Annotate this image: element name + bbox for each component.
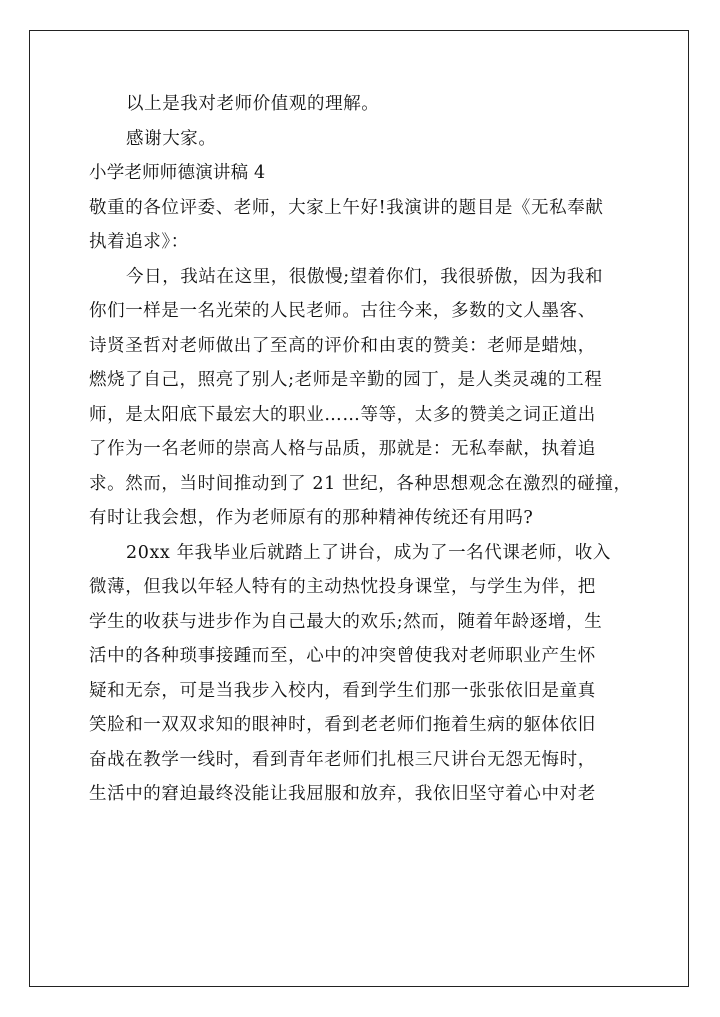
text-line: 感谢大家。 xyxy=(126,128,217,149)
document-body xyxy=(89,87,634,812)
text-line: 师，是太阳底下最宏大的职业……等等，太多的赞美之词正道出 xyxy=(89,404,596,425)
text-line: 生活中的窘迫最终没能让我屈服和放弃，我依旧坚守着心中对老 xyxy=(89,784,596,804)
section-heading xyxy=(89,156,634,191)
paragraph-greeting xyxy=(89,191,634,260)
paragraph-closing-2 xyxy=(89,122,634,157)
text-line: 以上是我对老师价值观的理解。 xyxy=(126,94,380,114)
text-line: 有时让我会想，作为老师原有的那种精神传统还有用吗? xyxy=(89,508,534,528)
text-line: 活中的各种琐事接踵而至，心中的冲突曾使我对老师职业产生怀 xyxy=(89,646,596,666)
paragraph-body-1 xyxy=(89,260,634,536)
text-line: 疑和无奈，可是当我步入校内，看到学生们那一张张依旧是童真 xyxy=(89,680,596,701)
text-line: 诗贤圣哲对老师做出了至高的评价和由衷的赞美：老师是蜡烛， xyxy=(89,335,596,356)
text-line: 了作为一名老师的崇高人格与品质，那就是：无私奉献，执着追 xyxy=(89,439,596,459)
text-line: 燃烧了自己，照亮了别人;老师是辛勤的园丁，是人类灵魂的工程 xyxy=(89,370,603,390)
text-line: 敬重的各位评委、老师，大家上午好!我演讲的题目是《无私奉献 xyxy=(89,197,604,218)
text-line: 20xx 年我毕业后就踏上了讲台，成为了一名代课老师，收入 xyxy=(126,542,611,563)
text-line: 奋战在教学一线时，看到青年老师们扎根三尺讲台无怨无悔时， xyxy=(89,749,596,770)
text-line: 执着追求》： xyxy=(89,232,189,252)
text-line: 今日，我站在这里，很傲慢;望着你们，我很骄傲，因为我和 xyxy=(126,266,604,287)
text-line: 笑脸和一双双求知的眼神时，看到老老师们拖着生病的躯体依旧 xyxy=(89,715,596,735)
text-line: 你们一样是一名光荣的人民老师。古往今来，多数的文人墨客、 xyxy=(89,301,596,321)
paragraph-closing-1 xyxy=(89,87,634,122)
text-line: 微薄，但我以年轻人特有的主动热忱投身课堂，与学生为伴，把 xyxy=(89,577,596,597)
paragraph-body-2 xyxy=(89,536,634,812)
text-line: 学生的收获与进步作为自己最大的欢乐;然而，随着年龄逐增，生 xyxy=(89,611,603,632)
heading-text: 小学老师师德演讲稿 4 xyxy=(89,163,266,183)
text-line: 求。然而，当时间推动到了 21 世纪，各种思想观念在激烈的碰撞， xyxy=(89,473,632,494)
